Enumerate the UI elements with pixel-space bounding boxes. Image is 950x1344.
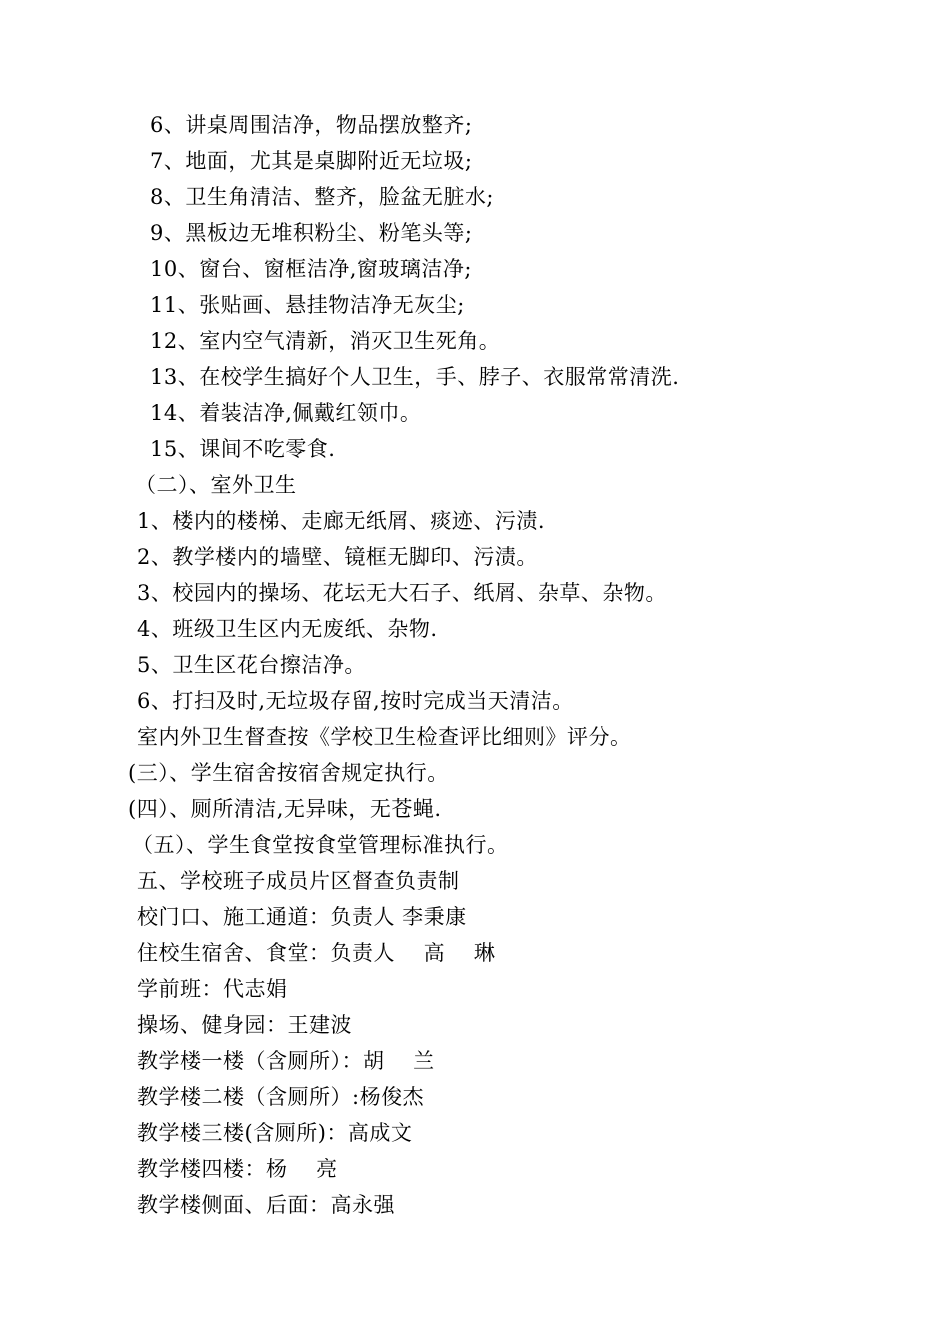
- text-line: 1、楼内的楼梯、走廊无纸屑、痰迹、污渍.: [137, 509, 546, 533]
- text-line: 住校生宿舍、食堂：负责人 高 琳: [137, 941, 496, 965]
- text-line: 10、窗台、窗框洁净,窗玻璃洁净;: [150, 257, 472, 281]
- text-line: 5、卫生区花台擦洁净。: [137, 653, 366, 677]
- text-line: 7、地面，尤其是桌脚附近无垃圾;: [150, 149, 473, 173]
- section-heading: (四）、厕所清洁,无异味，无苍蝇.: [128, 797, 442, 821]
- text-line: 4、班级卫生区内无废纸、杂物.: [137, 617, 438, 641]
- text-line: 11、张贴画、悬挂物洁净无灰尘;: [150, 293, 465, 317]
- text-line: 教学楼一楼（含厕所）：胡 兰: [137, 1049, 435, 1073]
- section-heading: 五、学校班子成员片区督查负责制: [137, 869, 460, 893]
- text-line: 教学楼三楼(含厕所)：高成文: [137, 1121, 413, 1145]
- text-line: 2、教学楼内的墙壁、镜框无脚印、污渍。: [137, 545, 538, 569]
- text-line: 教学楼二楼（含厕所）:杨俊杰: [137, 1085, 425, 1109]
- text-line: 9、黑板边无堆积粉尘、粉笔头等;: [150, 221, 473, 245]
- text-line: 室内外卫生督查按《学校卫生检查评比细则》评分。: [137, 725, 632, 749]
- text-line: 13、在校学生搞好个人卫生，手、脖子、衣服常常清洗.: [150, 365, 680, 389]
- text-line: 12、室内空气清新，消灭卫生死角。: [150, 329, 501, 353]
- text-line: 3、校园内的操场、花坛无大石子、纸屑、杂草、杂物。: [137, 581, 667, 605]
- text-line: 校门口、施工通道：负责人 李秉康: [137, 905, 467, 929]
- text-line: 6、讲桌周围洁净，物品摆放整齐;: [150, 113, 473, 137]
- text-line: 教学楼四楼：杨 亮: [137, 1157, 338, 1181]
- text-line: 6、打扫及时,无垃圾存留,按时完成当天清洁。: [137, 689, 574, 713]
- text-line: 教学楼侧面、后面：高永强: [137, 1193, 395, 1217]
- text-line: 14、着装洁净,佩戴红领巾。: [150, 401, 422, 425]
- section-heading: （五）、学生食堂按食堂管理标准执行。: [132, 833, 509, 857]
- text-line: 操场、健身园：王建波: [137, 1013, 352, 1037]
- text-line: 8、卫生角清洁、整齐，脸盆无脏水;: [150, 185, 494, 209]
- section-heading: (三）、学生宿舍按宿舍规定执行。: [128, 761, 449, 785]
- text-line: 学前班：代志娟: [137, 977, 288, 1001]
- text-line: 15、课间不吃零食.: [150, 437, 336, 461]
- section-heading: （二）、室外卫生: [135, 473, 297, 497]
